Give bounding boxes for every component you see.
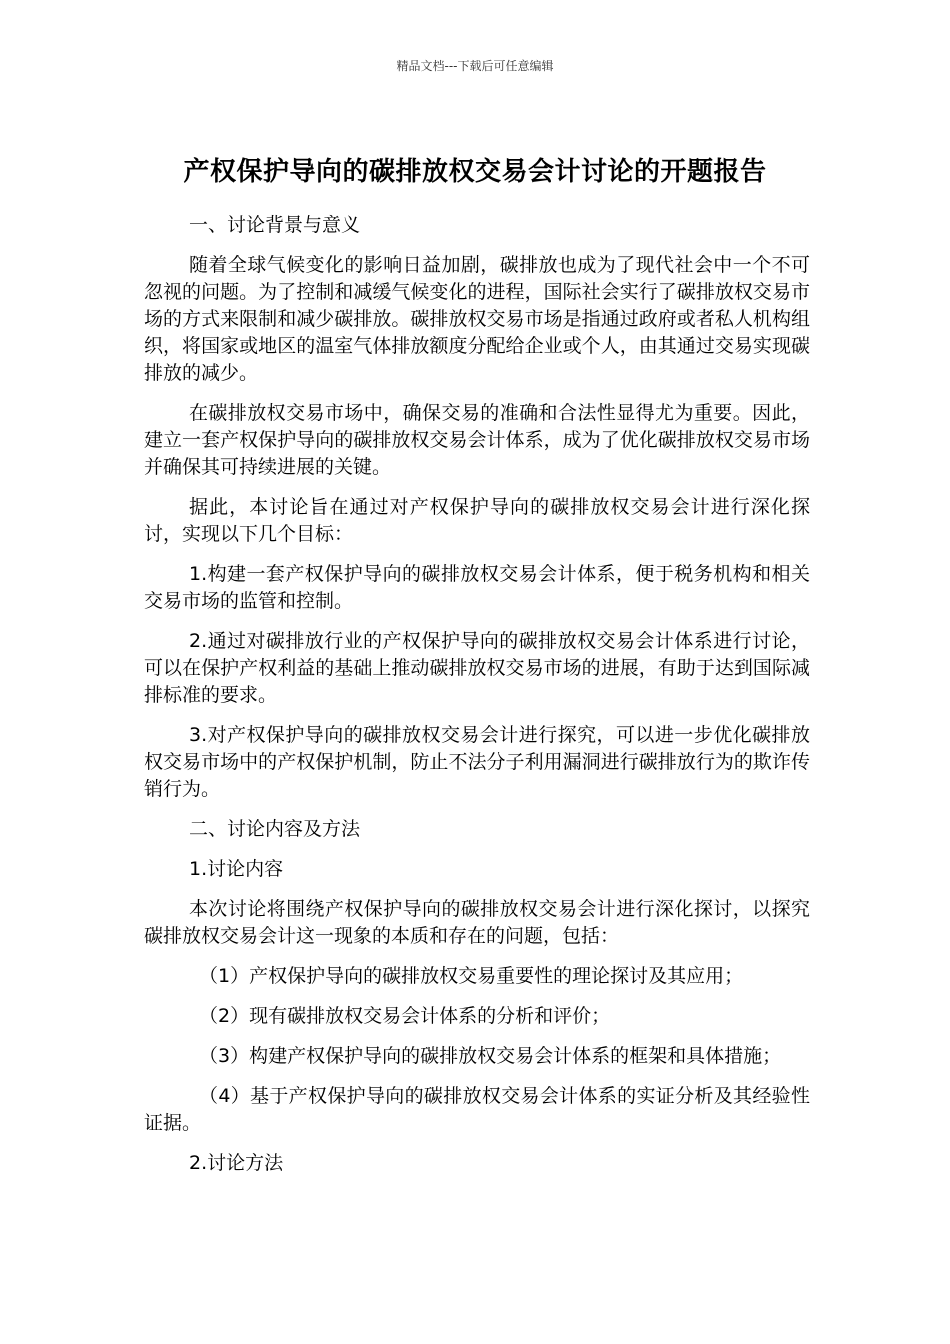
goal-item-3: 3.对产权保护导向的碳排放权交易会计进行探究，可以进一步优化碳排放权交易市场中的产权保护机制，防止不法分子利用漏洞进行碳排放行为的欺诈传销行为。 (144, 724, 810, 800)
paragraph-content-intro: 本次讨论将围绕产权保护导向的碳排放权交易会计进行深化探讨，以探究碳排放权交易会计这一现象的本质和存在的问题，包括： (144, 898, 810, 947)
section-heading-content-methods: 二、讨论内容及方法 (189, 818, 361, 840)
goal-item-1: 1.构建一套产权保护导向的碳排放权交易会计体系，便于税务机构和相关交易市场的监管和控制。 (144, 563, 810, 612)
subheading-content: 1.讨论内容 (189, 858, 284, 880)
content-item-1: （1）产权保护导向的碳排放权交易重要性的理论探讨及其应用； (199, 965, 744, 987)
document-body (144, 212, 810, 1190)
header-note: 精品文档---下载后可任意编辑 (396, 59, 554, 73)
paragraph-goals-intro: 据此，本讨论旨在通过对产权保护导向的碳排放权交易会计进行深化探讨，实现以下几个目标： (144, 496, 810, 545)
content-item-2: （2）现有碳排放权交易会计体系的分析和评价； (199, 1005, 611, 1027)
document-title: 产权保护导向的碳排放权交易会计讨论的开题报告 (183, 157, 767, 188)
paragraph-importance: 在碳排放权交易市场中，确保交易的准确和合法性显得尤为重要。因此，建立一套产权保护导向的碳排放权交易会计体系，成为了优化碳排放权交易市场并确保其可持续进展的关键。 (144, 402, 810, 478)
subheading-methods: 2.讨论方法 (189, 1152, 284, 1174)
goal-item-2: 2.通过对碳排放行业的产权保护导向的碳排放权交易会计体系进行讨论，可以在保护产权利益的基础上推动碳排放权交易市场的进展，有助于达到国际减排标准的要求。 (144, 630, 810, 706)
paragraph-background: 随着全球气候变化的影响日益加剧，碳排放也成为了现代社会中一个不可忽视的问题。为了控制和减缓气候变化的进程，国际社会实行了碳排放权交易市场的方式来限制和减少碳排放。碳排放权交易市场是指通过政府或者私人机构组织，将国家或地区的温室气体排放额度分配给企业或个人，由其通过交易实现碳排放的减少。 (144, 254, 810, 384)
section-heading-background: 一、讨论背景与意义 (189, 214, 361, 236)
content-item-3: （3）构建产权保护导向的碳排放权交易会计体系的框架和具体措施； (199, 1045, 782, 1067)
content-item-4: （4）基于产权保护导向的碳排放权交易会计体系的实证分析及其经验性证据。 (144, 1085, 810, 1134)
